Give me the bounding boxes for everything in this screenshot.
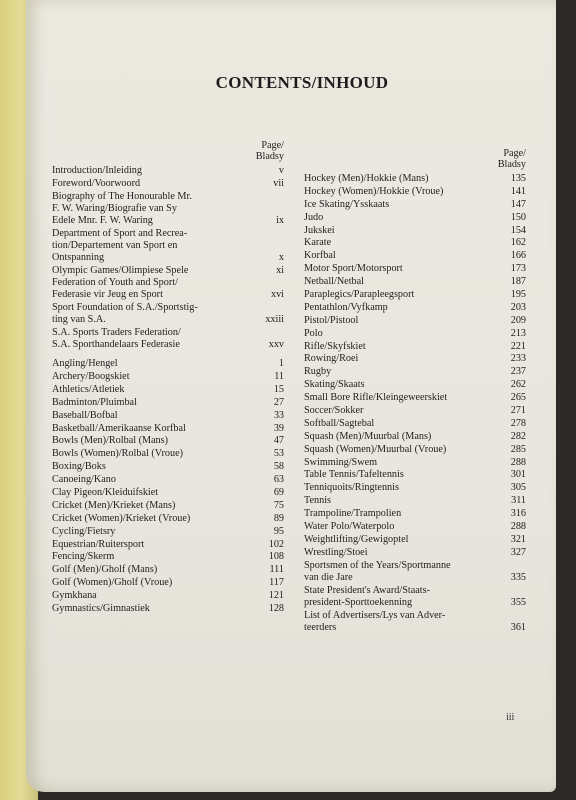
toc-entry-line: Cycling/Fietsry [52, 525, 116, 537]
toc-entry [304, 469, 526, 481]
toc-entry-title [304, 289, 496, 301]
page-title: CONTENTS/INHOUD [215, 73, 389, 92]
toc-entry-page: 58 [273, 461, 284, 473]
toc-entry-page: 305 [510, 482, 526, 494]
toc-entry-line: Badminton/Pluimbal [52, 396, 137, 408]
toc-entry-page: 288 [510, 521, 526, 533]
toc-entry [52, 539, 284, 551]
toc-entry [304, 392, 526, 404]
toc-entry [304, 225, 526, 237]
toc-entry-title [52, 590, 254, 602]
toc-entry-line: S.A. Sports Traders Federation/ [52, 327, 181, 339]
toc-entry [52, 435, 284, 447]
toc-entry-line: Karate [304, 237, 332, 249]
toc-entry [52, 526, 284, 538]
toc-entry [52, 474, 284, 486]
toc-entry-title [52, 265, 254, 277]
toc-entry-title [304, 212, 496, 224]
toc-entry [304, 315, 526, 327]
toc-entry-title [304, 610, 496, 634]
toc-entry-line: Gymnastics/Gimnastiek [52, 603, 150, 615]
toc-entry-line: Federasie vir Jeug en Sport [52, 289, 163, 301]
toc-entry-page: xxiii [265, 314, 284, 326]
toc-entry [52, 500, 284, 512]
toc-entry-line: Olympic Games/Olimpiese Spele [52, 264, 189, 276]
toc-entry-page: v [278, 165, 284, 176]
toc-entry-line: Equestrian/Ruitersport [52, 538, 145, 550]
toc-entry-line: Bowls (Men)/Rolbal (Mans) [52, 435, 169, 447]
toc-entry-line: Swimming/Swem [304, 456, 378, 468]
toc-entry-title [304, 173, 496, 185]
toc-entry-title [52, 165, 254, 177]
toc-entry-line: Foreword/Voorwoord [52, 177, 141, 189]
toc-entry-line: ting van S.A. [52, 314, 106, 326]
toc-entry-line: van die Jare [304, 571, 353, 583]
toc-entry-line: Sport Foundation of S.A./Sportstig- [52, 302, 198, 314]
toc-entry-page: 11 [274, 371, 284, 383]
toc-entry-page: 195 [510, 289, 526, 301]
toc-entry-page: 33 [273, 409, 284, 421]
toc-entry-page: xi [276, 264, 284, 276]
toc-entry-page: 233 [510, 353, 526, 365]
toc-entry-page: 355 [510, 596, 526, 608]
toc-entry-line: Jukskei [304, 224, 335, 236]
toc-entry-page: 1 [278, 358, 284, 370]
toc-entry [304, 431, 526, 443]
toc-entry-line: Hockey (Women)/Hokkie (Vroue) [304, 185, 444, 197]
toc-entry-line: Trampoline/Trampolien [304, 508, 402, 520]
toc-entry-title [304, 495, 496, 507]
page-column-header: Page/ Bladsy [497, 148, 526, 170]
toc-entry-title [304, 405, 496, 417]
toc-entry-page: 47 [273, 435, 284, 447]
toc-entry-line: S.A. Sporthandelaars Federasie [52, 339, 180, 351]
toc-entry-title [304, 457, 496, 469]
toc-entry [304, 444, 526, 456]
toc-entry-line: Table Tennis/Tafeltennis [304, 469, 404, 481]
toc-entry-page: 301 [510, 469, 526, 481]
toc-entry-page: 213 [510, 327, 526, 339]
toc-entry-page: 102 [268, 538, 284, 550]
toc-entry [304, 250, 526, 262]
toc-entry-line: Small Bore Rifle/Kleingeweerskiet [304, 392, 448, 404]
toc-entry [52, 358, 284, 370]
toc-entry-line: Hockey (Men)/Hokkie (Mans) [304, 173, 429, 184]
toc-entry-line: Tennis [304, 495, 332, 507]
toc-entry-page: 173 [510, 263, 526, 275]
toc-entry-page: 282 [510, 430, 526, 442]
toc-entry [52, 327, 284, 351]
toc-entry-page: 278 [510, 417, 526, 429]
toc-entry-page: 166 [510, 250, 526, 262]
toc-entry [52, 265, 284, 277]
toc-entry [52, 513, 284, 525]
toc-entry-title [304, 250, 496, 262]
toc-entry [304, 276, 526, 288]
toc-entry-page: 135 [510, 173, 526, 184]
toc-entry-page: 128 [268, 603, 284, 615]
toc-entry-line: Rowing/Roei [304, 353, 359, 365]
toc-entry-title [52, 551, 254, 563]
toc-entry-line: Soccer/Sokker [304, 405, 364, 417]
toc-entry-page: ix [276, 214, 284, 226]
toc-entry-line: Paraplegics/Parapleegsport [304, 289, 415, 301]
toc-entry [304, 328, 526, 340]
toc-entry-page: 39 [273, 422, 284, 434]
toc-entry-line: president-Sporttoekenning [304, 596, 413, 608]
toc-entry-page: 121 [268, 590, 284, 602]
toc-entry-title [52, 228, 254, 264]
toc-entry [52, 410, 284, 422]
toc-entry [52, 371, 284, 383]
toc-entry-line: Department of Sport and Recrea- [52, 227, 188, 239]
toc-entry-title [52, 448, 254, 460]
toc-entry-page: 361 [510, 621, 526, 633]
toc-entry-line: Korfbal [304, 250, 336, 262]
toc-entry-line: Boxing/Boks [52, 461, 106, 473]
contents-list-left [52, 165, 284, 615]
toc-entry-title [304, 328, 496, 340]
toc-entry [304, 379, 526, 391]
toc-entry-title [304, 366, 496, 378]
toc-entry [304, 173, 526, 185]
toc-entry [304, 482, 526, 494]
toc-entry-page: 95 [273, 525, 284, 537]
toc-entry-title [304, 508, 496, 520]
toc-entry-line: Rifle/Skyfskiet [304, 340, 366, 352]
toc-entry-page: 75 [273, 499, 284, 511]
toc-entry-line: Fencing/Skerm [52, 551, 115, 563]
toc-entry [304, 508, 526, 520]
toc-entry-title [52, 371, 254, 383]
toc-entry-title [304, 379, 496, 391]
contents-column-right [304, 148, 526, 634]
toc-entry-page: 335 [510, 571, 526, 583]
toc-entry [304, 263, 526, 275]
toc-entry-page: vii [273, 177, 284, 189]
toc-entry-page: 27 [273, 396, 284, 408]
toc-entry-page: xvi [270, 289, 284, 301]
toc-entry-line: Athletics/Atletiek [52, 383, 125, 395]
toc-entry-page: 271 [510, 405, 526, 417]
toc-entry [52, 228, 284, 264]
toc-entry-title [52, 461, 254, 473]
toc-entry-title [304, 469, 496, 481]
toc-entry-line: Ice Skating/Ysskaats [304, 198, 390, 210]
toc-entry-page: 154 [510, 224, 526, 236]
toc-entry-page: 53 [273, 448, 284, 460]
toc-entry [304, 212, 526, 224]
toc-entry-title [304, 199, 496, 211]
toc-entry-page: 69 [273, 487, 284, 499]
toc-entry-title [52, 500, 254, 512]
toc-entry [304, 521, 526, 533]
toc-entry-line: Bowls (Women)/Rolbal (Vroue) [52, 448, 183, 460]
toc-entry-line: Golf (Men)/Gholf (Mans) [52, 564, 158, 576]
toc-entry [52, 178, 284, 190]
toc-entry-title [52, 577, 254, 589]
toc-entry-page: 288 [510, 456, 526, 468]
toc-entry-page: 162 [510, 237, 526, 249]
toc-entry-page: 108 [268, 551, 284, 563]
toc-entry [304, 405, 526, 417]
toc-entry-page: 262 [510, 379, 526, 391]
toc-entry [304, 610, 526, 634]
toc-entry-page: 285 [510, 443, 526, 455]
toc-entry-page: 15 [273, 383, 284, 395]
toc-entry-title [52, 358, 254, 370]
toc-entry-title [304, 353, 496, 365]
toc-entry-title [52, 539, 254, 551]
toc-entry [304, 199, 526, 211]
toc-entry-page: 117 [269, 577, 284, 589]
toc-entry [304, 495, 526, 507]
toc-entry-line: Pentathlon/Vyfkamp [304, 301, 388, 313]
toc-entry-page: 141 [510, 185, 526, 197]
toc-entry-title [52, 564, 254, 576]
toc-entry [52, 487, 284, 499]
toc-entry-title [52, 397, 254, 409]
toc-entry [304, 302, 526, 314]
toc-entry-page: 321 [510, 533, 526, 545]
toc-entry [304, 353, 526, 365]
toc-entry-line: F. W. Waring/Biografie van Sy [52, 202, 177, 214]
toc-entry-title [52, 487, 254, 499]
toc-entry-line: Polo [304, 327, 323, 339]
toc-entry [304, 341, 526, 353]
toc-entry [52, 577, 284, 589]
toc-entry-line: Motor Sport/Motorsport [304, 263, 403, 275]
toc-entry-line: Angling/Hengel [52, 358, 118, 370]
toc-entry [304, 366, 526, 378]
toc-entry [52, 564, 284, 576]
toc-entry-line: Golf (Women)/Gholf (Vroue) [52, 577, 173, 589]
toc-entry-title [304, 315, 496, 327]
toc-entry-line: Water Polo/Waterpolo [304, 521, 395, 533]
toc-entry-title [52, 277, 254, 301]
toc-entry [52, 590, 284, 602]
toc-entry [52, 165, 284, 177]
toc-entry-line: teerders [304, 621, 337, 633]
toc-entry-page: 316 [510, 508, 526, 520]
toc-entry-line: Wrestling/Stoei [304, 546, 368, 558]
toc-entry-title [52, 384, 254, 396]
toc-entry-line: Federation of Youth and Sport/ [52, 277, 178, 289]
toc-entry [52, 448, 284, 460]
toc-entry-title [304, 186, 496, 198]
toc-entry-page: 150 [510, 211, 526, 223]
toc-entry-page: 63 [273, 474, 284, 486]
toc-entry-line: Netball/Netbal [304, 276, 364, 288]
toc-entry-title [304, 392, 496, 404]
toc-entry-line: Softball/Sagtebal [304, 417, 375, 429]
toc-entry-page: 209 [510, 314, 526, 326]
toc-entry [304, 186, 526, 198]
toc-entry-page: 187 [510, 276, 526, 288]
toc-entry-title [52, 423, 254, 435]
toc-entry [52, 461, 284, 473]
toc-entry-line: Canoeing/Kano [52, 474, 116, 486]
toc-entry-title [304, 521, 496, 533]
toc-entry-page: x [278, 251, 284, 263]
toc-entry-page: 265 [510, 392, 526, 404]
toc-entry-title [52, 410, 254, 422]
toc-entry [304, 534, 526, 546]
toc-entry-title [304, 341, 496, 353]
toc-entry-line: Cricket (Men)/Krieket (Mans) [52, 499, 176, 511]
toc-entry-title [304, 302, 496, 314]
toc-entry-line: Biography of The Honourable Mr. [52, 190, 192, 202]
toc-entry-title [52, 603, 254, 615]
toc-entry-title [304, 418, 496, 430]
toc-entry-title [52, 302, 254, 326]
page-column-header: Page/ Bladsy [255, 140, 284, 162]
toc-entry-line: State President's Award/Staats- [304, 584, 430, 596]
toc-entry-line: Baseball/Bofbal [52, 409, 118, 421]
toc-entry-page: 203 [510, 301, 526, 313]
toc-entry-title [304, 560, 496, 584]
toc-entry-title [304, 444, 496, 456]
toc-entry [52, 603, 284, 615]
toc-entry-title [52, 474, 254, 486]
toc-entry [304, 585, 526, 609]
toc-entry-line: Introduction/Inleiding [52, 165, 142, 176]
toc-entry-line: Judo [304, 211, 324, 223]
toc-entry-title [304, 585, 496, 609]
toc-entry-line: Squash (Men)/Muurbal (Mans) [304, 430, 432, 442]
toc-entry-title [52, 191, 254, 227]
toc-entry-line: Pistol/Pistool [304, 314, 359, 326]
toc-entry [304, 457, 526, 469]
toc-entry [304, 418, 526, 430]
toc-entry-title [52, 435, 254, 447]
toc-entry [52, 277, 284, 301]
toc-entry-page: xxv [268, 339, 284, 351]
toc-entry-title [304, 482, 496, 494]
toc-entry-line: Tenniquoits/Ringtennis [304, 482, 399, 494]
toc-entry-title [304, 225, 496, 237]
toc-entry-page: 327 [510, 546, 526, 558]
toc-entry-title [304, 263, 496, 275]
toc-entry-line: Cricket (Women)/Krieket (Vroue) [52, 512, 191, 524]
toc-entry-title [52, 526, 254, 538]
toc-entry [52, 551, 284, 563]
toc-entry-title [304, 276, 496, 288]
toc-entry-title [52, 513, 254, 525]
toc-entry-title [304, 237, 496, 249]
toc-entry-line: Weightlifting/Gewigoptel [304, 533, 409, 545]
toc-entry-page: 147 [510, 198, 526, 210]
toc-entry-page: 221 [510, 340, 526, 352]
toc-entry [52, 384, 284, 396]
toc-entry [304, 289, 526, 301]
toc-entry-page: 311 [511, 495, 526, 507]
toc-entry-line: Edele Mnr. F. W. Waring [52, 214, 153, 226]
toc-entry-line: tion/Departement van Sport en [52, 239, 178, 251]
toc-entry [304, 560, 526, 584]
page-number-folio: iii [506, 712, 515, 723]
toc-entry-line: Gymkhana [52, 590, 97, 602]
contents-column-left [52, 140, 284, 616]
toc-entry [52, 302, 284, 326]
contents-list-right [304, 173, 526, 634]
toc-entry-line: Clay Pigeon/Kleiduifskiet [52, 487, 159, 499]
toc-entry-line: Sportsmen of the Years/Sportmanne [304, 559, 451, 571]
toc-entry [304, 237, 526, 249]
toc-entry-page: 111 [269, 564, 284, 576]
toc-entry-line: Basketball/Amerikaanse Korfbal [52, 422, 186, 434]
toc-entry-line: Squash (Women)/Muurbal (Vroue) [304, 443, 447, 455]
toc-entry-title [304, 547, 496, 559]
toc-entry [304, 547, 526, 559]
toc-entry-title [52, 327, 254, 351]
toc-entry-page: 237 [510, 366, 526, 378]
toc-entry-line: Archery/Boogskiet [52, 371, 130, 383]
toc-entry-page: 89 [273, 512, 284, 524]
toc-entry-line: Rugby [304, 366, 332, 378]
toc-entry [52, 397, 284, 409]
toc-entry [52, 191, 284, 227]
toc-entry-title [304, 431, 496, 443]
toc-entry-title [52, 178, 254, 190]
toc-entry-line: Skating/Skaats [304, 379, 365, 391]
toc-entry-line: Ontspanning [52, 251, 105, 263]
toc-entry [52, 423, 284, 435]
toc-entry-title [304, 534, 496, 546]
toc-entry-line: List of Advertisers/Lys van Adver- [304, 609, 446, 621]
